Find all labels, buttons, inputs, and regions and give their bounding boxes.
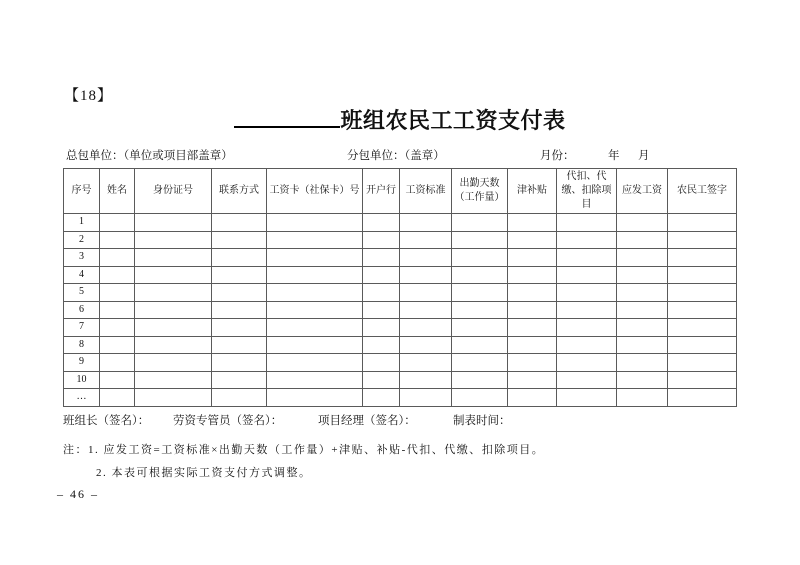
note-line-1: 注：1. 应发工资=工资标准×出勤天数（工作量）+津贴、补贴-代扣、代缴、扣除项目。 <box>63 444 545 456</box>
table-header-row <box>64 169 737 214</box>
empty-cell <box>363 389 400 407</box>
table-body <box>64 214 737 407</box>
prepared-time-label: 制表时间： <box>453 415 511 427</box>
empty-cell <box>100 354 135 372</box>
empty-cell <box>617 231 668 249</box>
note-line-2: 2. 本表可根据实际工资支付方式调整。 <box>96 467 312 479</box>
empty-cell <box>100 284 135 302</box>
empty-cell <box>400 354 452 372</box>
table-row <box>64 266 737 284</box>
empty-cell <box>267 389 363 407</box>
empty-cell <box>267 266 363 284</box>
title-row <box>0 104 800 135</box>
empty-cell <box>212 284 267 302</box>
empty-cell <box>557 231 617 249</box>
col-header-payable-wage: 应发工资 <box>617 169 668 214</box>
empty-cell <box>212 354 267 372</box>
col-header-deductions: 代扣、代缴、扣除项目 <box>557 169 617 214</box>
table-row <box>64 284 737 302</box>
empty-cell <box>363 301 400 319</box>
team-leader-label: 班组长（签名）： <box>63 415 150 427</box>
empty-cell <box>400 266 452 284</box>
empty-cell <box>400 371 452 389</box>
empty-cell <box>668 371 737 389</box>
empty-cell <box>363 354 400 372</box>
empty-cell <box>135 284 212 302</box>
empty-cell <box>100 319 135 337</box>
empty-cell <box>135 371 212 389</box>
page-number: – 46 – <box>57 487 99 501</box>
col-header-attendance-days: 出勤天数（工作量） <box>452 169 508 214</box>
empty-cell <box>363 231 400 249</box>
empty-cell <box>267 336 363 354</box>
empty-cell <box>668 266 737 284</box>
empty-cell <box>135 336 212 354</box>
empty-cell <box>508 249 557 267</box>
team-name-blank-line <box>234 126 340 128</box>
empty-cell <box>267 214 363 232</box>
row-number-cell: 7 <box>64 319 100 337</box>
project-manager-label: 项目经理（签名）： <box>318 415 416 427</box>
col-header-serial-number: 序号 <box>64 169 100 214</box>
empty-cell <box>557 214 617 232</box>
empty-cell <box>508 214 557 232</box>
empty-cell <box>617 354 668 372</box>
month-label: 月份： <box>540 150 575 162</box>
col-header-wage-card: 工资卡（社保卡）号 <box>267 169 363 214</box>
empty-cell <box>363 336 400 354</box>
empty-cell <box>617 301 668 319</box>
empty-cell <box>400 249 452 267</box>
empty-cell <box>617 319 668 337</box>
empty-cell <box>668 336 737 354</box>
page-title: 班组农民工工资支付表 <box>340 108 566 133</box>
empty-cell <box>557 371 617 389</box>
empty-cell <box>267 354 363 372</box>
empty-cell <box>452 319 508 337</box>
empty-cell <box>212 336 267 354</box>
col-header-allowance: 津补贴 <box>508 169 557 214</box>
empty-cell <box>557 389 617 407</box>
table-row <box>64 336 737 354</box>
table-row <box>64 319 737 337</box>
empty-cell <box>135 354 212 372</box>
empty-cell <box>617 249 668 267</box>
empty-cell <box>557 284 617 302</box>
subcontractor-label: 分包单位：（盖章） <box>347 150 445 162</box>
row-number-cell: … <box>64 389 100 407</box>
empty-cell <box>135 249 212 267</box>
empty-cell <box>100 266 135 284</box>
empty-cell <box>100 249 135 267</box>
empty-cell <box>508 284 557 302</box>
col-header-name: 姓名 <box>100 169 135 214</box>
empty-cell <box>508 266 557 284</box>
row-number-cell: 2 <box>64 231 100 249</box>
col-header-wage-rate: 工资标准 <box>400 169 452 214</box>
empty-cell <box>668 389 737 407</box>
empty-cell <box>135 319 212 337</box>
empty-cell <box>267 301 363 319</box>
row-number-cell: 10 <box>64 371 100 389</box>
empty-cell <box>363 249 400 267</box>
empty-cell <box>400 284 452 302</box>
empty-cell <box>267 284 363 302</box>
empty-cell <box>617 389 668 407</box>
empty-cell <box>557 301 617 319</box>
empty-cell <box>617 371 668 389</box>
empty-cell <box>212 389 267 407</box>
empty-cell <box>363 284 400 302</box>
row-number-cell: 8 <box>64 336 100 354</box>
table-row <box>64 389 737 407</box>
empty-cell <box>100 336 135 354</box>
empty-cell <box>452 231 508 249</box>
empty-cell <box>135 214 212 232</box>
empty-cell <box>668 214 737 232</box>
empty-cell <box>212 319 267 337</box>
empty-cell <box>212 249 267 267</box>
empty-cell <box>668 301 737 319</box>
empty-cell <box>363 214 400 232</box>
empty-cell <box>212 266 267 284</box>
col-header-worker-signature: 农民工签字 <box>668 169 737 214</box>
empty-cell <box>508 231 557 249</box>
empty-cell <box>617 266 668 284</box>
empty-cell <box>135 301 212 319</box>
row-number-cell: 5 <box>64 284 100 302</box>
wage-table <box>63 168 737 407</box>
empty-cell <box>212 231 267 249</box>
col-header-id-number: 身份证号 <box>135 169 212 214</box>
row-number-cell: 6 <box>64 301 100 319</box>
empty-cell <box>212 301 267 319</box>
table-row <box>64 249 737 267</box>
month-text: 月 <box>638 150 650 162</box>
empty-cell <box>452 266 508 284</box>
empty-cell <box>508 371 557 389</box>
empty-cell <box>452 336 508 354</box>
col-header-bank: 开户行 <box>363 169 400 214</box>
year-text: 年 <box>608 150 620 162</box>
empty-cell <box>212 214 267 232</box>
table-row <box>64 371 737 389</box>
empty-cell <box>363 266 400 284</box>
empty-cell <box>100 231 135 249</box>
empty-cell <box>400 231 452 249</box>
empty-cell <box>557 249 617 267</box>
table-row <box>64 354 737 372</box>
empty-cell <box>617 214 668 232</box>
empty-cell <box>100 214 135 232</box>
col-header-contact: 联系方式 <box>212 169 267 214</box>
table-row <box>64 231 737 249</box>
empty-cell <box>668 319 737 337</box>
empty-cell <box>212 371 267 389</box>
empty-cell <box>452 284 508 302</box>
empty-cell <box>135 231 212 249</box>
row-number-cell: 1 <box>64 214 100 232</box>
empty-cell <box>508 301 557 319</box>
labor-officer-label: 劳资专管员（签名）： <box>173 415 283 427</box>
row-number-cell: 4 <box>64 266 100 284</box>
empty-cell <box>100 301 135 319</box>
empty-cell <box>508 389 557 407</box>
empty-cell <box>668 354 737 372</box>
empty-cell <box>135 266 212 284</box>
empty-cell <box>508 336 557 354</box>
empty-cell <box>508 354 557 372</box>
empty-cell <box>267 249 363 267</box>
table-row <box>64 301 737 319</box>
empty-cell <box>400 214 452 232</box>
empty-cell <box>267 371 363 389</box>
empty-cell <box>400 336 452 354</box>
row-number-cell: 9 <box>64 354 100 372</box>
empty-cell <box>452 249 508 267</box>
empty-cell <box>508 319 557 337</box>
empty-cell <box>557 336 617 354</box>
empty-cell <box>452 354 508 372</box>
empty-cell <box>135 389 212 407</box>
empty-cell <box>617 336 668 354</box>
empty-cell <box>557 266 617 284</box>
empty-cell <box>267 319 363 337</box>
empty-cell <box>363 371 400 389</box>
empty-cell <box>400 319 452 337</box>
empty-cell <box>100 389 135 407</box>
empty-cell <box>452 389 508 407</box>
empty-cell <box>668 231 737 249</box>
empty-cell <box>668 284 737 302</box>
general-contractor-label: 总包单位：（单位或项目部盖章） <box>66 150 233 162</box>
empty-cell <box>452 214 508 232</box>
empty-cell <box>100 371 135 389</box>
form-number: 【18】 <box>64 88 114 104</box>
empty-cell <box>617 284 668 302</box>
empty-cell <box>267 231 363 249</box>
empty-cell <box>668 249 737 267</box>
empty-cell <box>452 371 508 389</box>
empty-cell <box>557 319 617 337</box>
table-row <box>64 214 737 232</box>
empty-cell <box>400 301 452 319</box>
empty-cell <box>452 301 508 319</box>
empty-cell <box>363 319 400 337</box>
empty-cell <box>400 389 452 407</box>
empty-cell <box>557 354 617 372</box>
row-number-cell: 3 <box>64 249 100 267</box>
